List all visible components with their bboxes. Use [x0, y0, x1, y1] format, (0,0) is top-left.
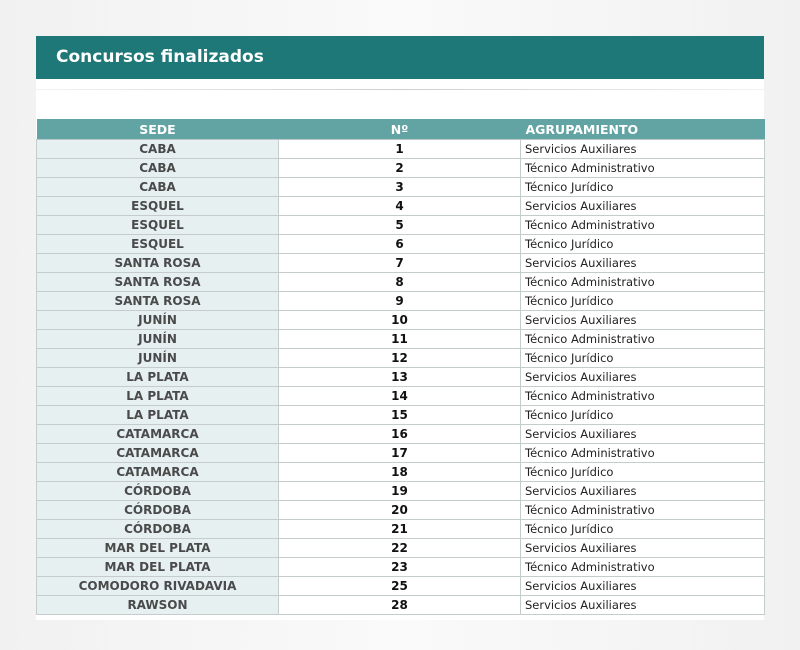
numero-cell: 7 — [279, 254, 521, 273]
agrupamiento-cell: Técnico Jurídico — [521, 178, 765, 197]
agrupamiento-cell: Servicios Auxiliares — [521, 539, 765, 558]
table-row — [37, 501, 765, 520]
sede-cell: CATAMARCA — [37, 444, 279, 463]
table-row — [37, 368, 765, 387]
table-row — [37, 482, 765, 501]
sede-cell: ESQUEL — [37, 216, 279, 235]
agrupamiento-cell: Técnico Administrativo — [521, 444, 765, 463]
agrupamiento-cell: Técnico Jurídico — [521, 349, 765, 368]
divider — [36, 89, 764, 90]
agrupamiento-cell: Técnico Administrativo — [521, 159, 765, 178]
table-row — [37, 178, 765, 197]
table-row — [37, 330, 765, 349]
sede-cell: RAWSON — [37, 596, 279, 615]
numero-cell: 3 — [279, 178, 521, 197]
sede-cell: ESQUEL — [37, 235, 279, 254]
table-row — [37, 197, 765, 216]
numero-cell: 1 — [279, 140, 521, 159]
agrupamiento-cell: Técnico Administrativo — [521, 558, 765, 577]
sede-cell: CATAMARCA — [37, 425, 279, 444]
sede-cell: SANTA ROSA — [37, 273, 279, 292]
agrupamiento-cell: Servicios Auxiliares — [521, 425, 765, 444]
column-header-agrupamiento: AGRUPAMIENTO — [521, 119, 765, 140]
agrupamiento-cell: Servicios Auxiliares — [521, 140, 765, 159]
numero-cell: 14 — [279, 387, 521, 406]
numero-cell: 25 — [279, 577, 521, 596]
table-row — [37, 349, 765, 368]
sede-cell: CABA — [37, 140, 279, 159]
sede-cell: JUNÍN — [37, 311, 279, 330]
numero-cell: 13 — [279, 368, 521, 387]
table-header-row — [37, 119, 765, 140]
numero-cell: 8 — [279, 273, 521, 292]
agrupamiento-cell: Técnico Administrativo — [521, 501, 765, 520]
sede-cell: MAR DEL PLATA — [37, 539, 279, 558]
agrupamiento-cell: Técnico Jurídico — [521, 520, 765, 539]
numero-cell: 9 — [279, 292, 521, 311]
agrupamiento-cell: Técnico Jurídico — [521, 406, 765, 425]
numero-cell: 2 — [279, 159, 521, 178]
table-row — [37, 596, 765, 615]
table-row — [37, 520, 765, 539]
column-header-numero: Nº — [279, 119, 521, 140]
agrupamiento-cell: Técnico Administrativo — [521, 387, 765, 406]
numero-cell: 21 — [279, 520, 521, 539]
table-row — [37, 140, 765, 159]
page-title: Concursos finalizados — [36, 36, 764, 79]
sede-cell: JUNÍN — [37, 330, 279, 349]
table-row — [37, 159, 765, 178]
numero-cell: 15 — [279, 406, 521, 425]
numero-cell: 16 — [279, 425, 521, 444]
table-row — [37, 539, 765, 558]
concursos-table — [36, 119, 765, 615]
numero-cell: 10 — [279, 311, 521, 330]
sede-cell: LA PLATA — [37, 387, 279, 406]
agrupamiento-cell: Técnico Jurídico — [521, 463, 765, 482]
agrupamiento-cell: Servicios Auxiliares — [521, 311, 765, 330]
table-row — [37, 444, 765, 463]
sede-cell: MAR DEL PLATA — [37, 558, 279, 577]
numero-cell: 20 — [279, 501, 521, 520]
agrupamiento-cell: Técnico Administrativo — [521, 273, 765, 292]
agrupamiento-cell: Servicios Auxiliares — [521, 368, 765, 387]
sede-cell: CÓRDOBA — [37, 501, 279, 520]
sede-cell: JUNÍN — [37, 349, 279, 368]
sede-cell: CÓRDOBA — [37, 520, 279, 539]
table-row — [37, 558, 765, 577]
table-row — [37, 254, 765, 273]
table-row — [37, 216, 765, 235]
numero-cell: 28 — [279, 596, 521, 615]
agrupamiento-cell: Servicios Auxiliares — [521, 482, 765, 501]
agrupamiento-cell: Servicios Auxiliares — [521, 596, 765, 615]
sede-cell: CÓRDOBA — [37, 482, 279, 501]
agrupamiento-cell: Servicios Auxiliares — [521, 197, 765, 216]
numero-cell: 12 — [279, 349, 521, 368]
numero-cell: 17 — [279, 444, 521, 463]
content-card — [36, 36, 764, 620]
table-row — [37, 425, 765, 444]
table-row — [37, 577, 765, 596]
sede-cell: CABA — [37, 159, 279, 178]
numero-cell: 22 — [279, 539, 521, 558]
numero-cell: 23 — [279, 558, 521, 577]
numero-cell: 11 — [279, 330, 521, 349]
agrupamiento-cell: Servicios Auxiliares — [521, 577, 765, 596]
agrupamiento-cell: Técnico Administrativo — [521, 330, 765, 349]
sede-cell: CABA — [37, 178, 279, 197]
numero-cell: 19 — [279, 482, 521, 501]
agrupamiento-cell: Técnico Jurídico — [521, 292, 765, 311]
sede-cell: COMODORO RIVADAVIA — [37, 577, 279, 596]
table-row — [37, 406, 765, 425]
sede-cell: SANTA ROSA — [37, 292, 279, 311]
agrupamiento-cell: Servicios Auxiliares — [521, 254, 765, 273]
table-row — [37, 292, 765, 311]
numero-cell: 6 — [279, 235, 521, 254]
sede-cell: LA PLATA — [37, 406, 279, 425]
sede-cell: LA PLATA — [37, 368, 279, 387]
sede-cell: SANTA ROSA — [37, 254, 279, 273]
agrupamiento-cell: Técnico Administrativo — [521, 216, 765, 235]
column-header-sede: SEDE — [37, 119, 279, 140]
table-row — [37, 273, 765, 292]
table-row — [37, 311, 765, 330]
divider-area — [36, 79, 764, 119]
sede-cell: ESQUEL — [37, 197, 279, 216]
table-row — [37, 235, 765, 254]
sede-cell: CATAMARCA — [37, 463, 279, 482]
agrupamiento-cell: Técnico Jurídico — [521, 235, 765, 254]
numero-cell: 18 — [279, 463, 521, 482]
table-row — [37, 463, 765, 482]
table-row — [37, 387, 765, 406]
numero-cell: 5 — [279, 216, 521, 235]
numero-cell: 4 — [279, 197, 521, 216]
